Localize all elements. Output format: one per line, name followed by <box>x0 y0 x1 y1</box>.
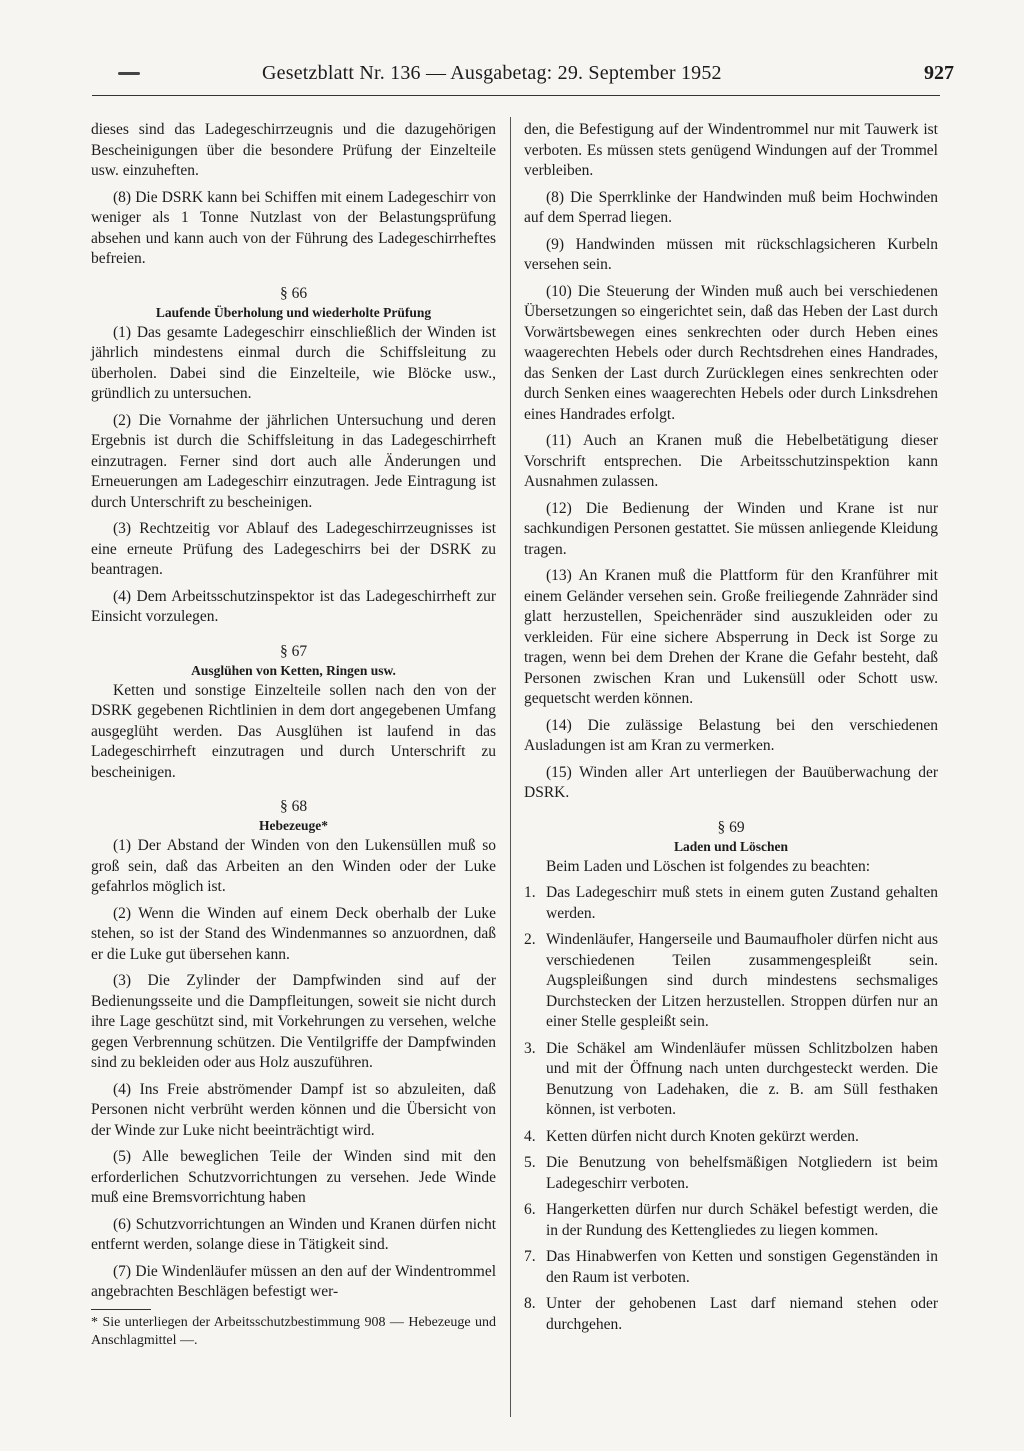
list-item-number: 3. <box>524 1039 536 1057</box>
section-68-paragraph-10: (10) Die Steuerung der Winden muß auch bei verschiedenen Übersetzungen so eingerichtet sein, daß das Heben der Last durch Vorwärtsbewegen eines senkrechten oder durch Heben eines waagerechten Hebels oder durch Rechtsdrehen eines Handrades, das Senken der Last durch Zurücklegen eines senkrechten oder durch Senken eines waagerechten Hebels oder durch Linksdrehen eines Handrades erfolgt. <box>524 282 938 423</box>
section-68-paragraph-2: (2) Wenn die Winden auf einem Deck oberhalb der Luke stehen, so ist der Stand des Windenmannes so anzuordnen, daß er die Luke gut übersehen kann. <box>91 904 496 963</box>
section-68-paragraph-11: (11) Auch an Kranen muß die Hebelbetätigung dieser Vorschrift entsprechen. Die Arbeitsschutzinspektion kann Ausnahmen zulassen. <box>524 432 938 490</box>
list-item <box>524 883 938 924</box>
section-69-title: Laden und Löschen <box>673 838 789 854</box>
right-column <box>524 120 938 1341</box>
list-item-text: Das Hinabwerfen von Ketten und sonstigen Gegenständen in den Raum ist verboten. <box>546 1248 938 1286</box>
list-item-number: 5. <box>524 1154 536 1171</box>
list-item <box>524 1039 938 1121</box>
list-item-number: 4. <box>524 1127 536 1145</box>
section-68-paragraph-9: (9) Handwinden müssen mit rückschlagsicheren Kurbeln versehen sein. <box>524 235 938 273</box>
left-column <box>91 120 496 1356</box>
section-67-title: Ausglühen von Ketten, Ringen usw. <box>191 662 396 678</box>
section-66-paragraph-4: (4) Dem Arbeitsschutzinspektor ist das Ladegeschirrheft zur Einsicht vorzulegen. <box>91 587 496 625</box>
section-69-number: § 69 <box>717 818 745 836</box>
section-68-paragraph-3: (3) Die Zylinder der Dampfwinden sind auf der Bedienungsseite und die Dampfleitungen, soweit sie nicht durch ihre Lage geschützt sind, mit Vorkehrungen zu versehen, welche gegen Verbrennung schützen. Die Ventilgriffe der Dampfwinden sind zu bekleiden oder aus Holz auszuführen. <box>91 972 496 1071</box>
paragraph-intro-continuation: dieses sind das Ladegeschirrzeugnis und die dazugehörigen Bescheinigungen über die besondere Prüfung der Einzelteile usw. einzuheften. <box>91 121 496 179</box>
list-item-number: 6. <box>524 1201 536 1218</box>
list-item-number: 2. <box>524 931 536 948</box>
section-68-paragraph-7: (7) Die Windenläufer müssen an den auf der Windentrommel angebrachten Beschlägen befestigt wer- <box>91 1262 496 1300</box>
list-item-text: Ketten dürfen nicht durch Knoten gekürzt werden. <box>546 1127 859 1145</box>
page-number: 927 <box>924 62 954 84</box>
section-68-title: Hebezeuge* <box>259 818 328 833</box>
list-item <box>524 1247 938 1288</box>
paragraph-8: (8) Die DSRK kann bei Schiffen mit einem Ladegeschirr von weniger als 1 Tonne Nutzlast von der Belastungsprüfung absehen und kann auch von der Führung des Ladegeschirrheftes befreien. <box>91 188 496 267</box>
header-rule <box>92 95 940 96</box>
footnote-rule <box>91 1309 151 1310</box>
list-item-text: Die Benutzung von behelfsmäßigen Notgliedern ist beim Ladegeschirr verboten. <box>546 1154 938 1192</box>
list-item <box>524 1294 938 1335</box>
list-item <box>524 930 938 1033</box>
list-item-number: 7. <box>524 1248 536 1265</box>
list-item-number: 8. <box>524 1295 536 1312</box>
header-dash-mark <box>118 72 140 75</box>
list-item-text: Windenläufer, Hangerseile und Baumaufholer dürfen nicht aus verschiedenen Teilen zusammengespleißt sein. Augspleißungen sind durch mindestens sechsmaliges Durchstecken der Litzen herzustellen. Stroppen dürfen nur an einer Stelle gespleißt sein. <box>546 931 938 1030</box>
footnote: * Sie unterliegen der Arbeitsschutzbestimmung 908 — Hebezeuge und Anschlagmittel —. <box>91 1314 496 1348</box>
list-item-text: Das Ladegeschirr muß stets in einem guten Zustand gehalten werden. <box>546 884 938 922</box>
section-66-title: Laufende Überholung und wiederholte Prüfung <box>155 304 432 320</box>
section-68-paragraph-15: (15) Winden aller Art unterliegen der Bauüberwachung der DSRK. <box>524 763 938 801</box>
list-item <box>524 1153 938 1194</box>
section-66-paragraph-3: (3) Rechtzeitig vor Ablauf des Ladegeschirrzeugnisses ist eine erneute Prüfung des Ladegeschirrs bei der DSRK zu beantragen. <box>91 520 496 578</box>
section-67-paragraph-1: Ketten und sonstige Einzelteile sollen nach den von der DSRK gegebenen Richtlinien in dem dort angegebenen Umfang ausgeglüht werden. Das Ausglühen ist laufend in das Ladegeschirrheft einzutragen und durch Unterschrift zu bescheinigen. <box>91 681 496 781</box>
column-divider <box>510 117 511 1417</box>
list-item-number: 1. <box>524 884 536 901</box>
list-item <box>524 1200 938 1241</box>
section-68-paragraph-12: (12) Die Bedienung der Winden und Krane ist nur sachkundigen Personen gestattet. Sie müssen anliegende Kleidung tragen. <box>524 499 938 558</box>
header-title: Gesetzblatt Nr. 136 — Ausgabetag: 29. September 1952 <box>262 62 722 84</box>
section-68-paragraph-5: (5) Alle beweglichen Teile der Winden sind mit den erforderlichen Schutzvorrichtungen zu versehen. Jede Winde muß eine Bremsvorrichtung haben <box>91 1148 496 1206</box>
list-item-text: Die Schäkel am Windenläufer müssen Schlitzbolzen haben und mit der Öffnung nach unten durchgesteckt werden. Die Benutzung von Ladehaken, die z. B. am Süll festhaken können, ist verboten. <box>546 1039 938 1118</box>
section-66-paragraph-2: (2) Die Vornahme der jährlichen Untersuchung und deren Ergebnis ist durch die Schiffsleitung in das Ladegeschirrheft einzutragen. Ferner sind dort auch alle Änderungen und Erneuerungen am Ladegeschirr einzutragen. Jede Eintragung ist durch Unterschrift zu bescheinigen. <box>91 411 496 511</box>
section-68-paragraph-6: (6) Schutzvorrichtungen an Winden und Kranen dürfen nicht entfernt werden, solange diese in Tätigkeit sind. <box>91 1215 496 1253</box>
list-item <box>524 1127 938 1148</box>
section-67-number: § 67 <box>279 642 308 660</box>
section-68-paragraph-4: (4) Ins Freie abströmender Dampf ist so abzuleiten, daß Personen nicht verbrüht werden können und die Übersicht von der Winde zur Luke nicht beeinträchtigt wird. <box>91 1080 496 1139</box>
section-68-paragraph-14: (14) Die zulässige Belastung bei den verschiedenen Ausladungen ist am Kran zu vermerken. <box>524 716 938 754</box>
section-66-number: § 66 <box>279 284 308 302</box>
section-68-paragraph-8: (8) Die Sperrklinke der Handwinden muß beim Hochwinden auf dem Sperrad liegen. <box>524 188 938 226</box>
section-68-paragraph-13: (13) An Kranen muß die Plattform für den Kranführer mit einem Geländer versehen sein. Große freiliegende Zahnräder sind glatt herzustellen, Speichenräder sind auszukleiden oder zu verkleiden. Für eine sichere Absperrung in Deck ist Sorge zu tragen, wenn bei dem Drehen der Krane die Gefahr besteht, daß Personen zwischen Kran und Lukensüll oder Schott usw. gequetscht werden können. <box>524 567 938 707</box>
page-header <box>0 62 1024 92</box>
section-68-number: § 68 <box>279 798 308 815</box>
paragraph-7-continuation: den, die Befestigung auf der Windentrommel nur mit Tauwerk ist verboten. Es müssen stets genügend Windungen auf der Trommel verbleiben. <box>524 121 938 179</box>
section-68-paragraph-1: (1) Der Abstand der Winden von den Lukensüllen muß so groß sein, daß das Arbeiten an den Winden oder der Luke gefahrlos möglich ist. <box>91 837 496 895</box>
section-69-intro: Beim Laden und Löschen ist folgendes zu beachten: <box>546 857 871 875</box>
list-item-text: Unter der gehobenen Last darf niemand stehen oder durchgehen. <box>546 1295 938 1333</box>
list-item-text: Hangerketten dürfen nur durch Schäkel befestigt werden, die in der Rundung des Kettengliedes zu liegen kommen. <box>546 1201 938 1239</box>
section-66-paragraph-1: (1) Das gesamte Ladegeschirr einschließlich der Winden ist jährlich mindestens einmal durch die Schiffsleitung zu überholen. Dabei sind die Einzelteile, wie Blöcke usw., gründlich zu untersuchen. <box>91 323 496 402</box>
section-69-list <box>524 883 938 1335</box>
